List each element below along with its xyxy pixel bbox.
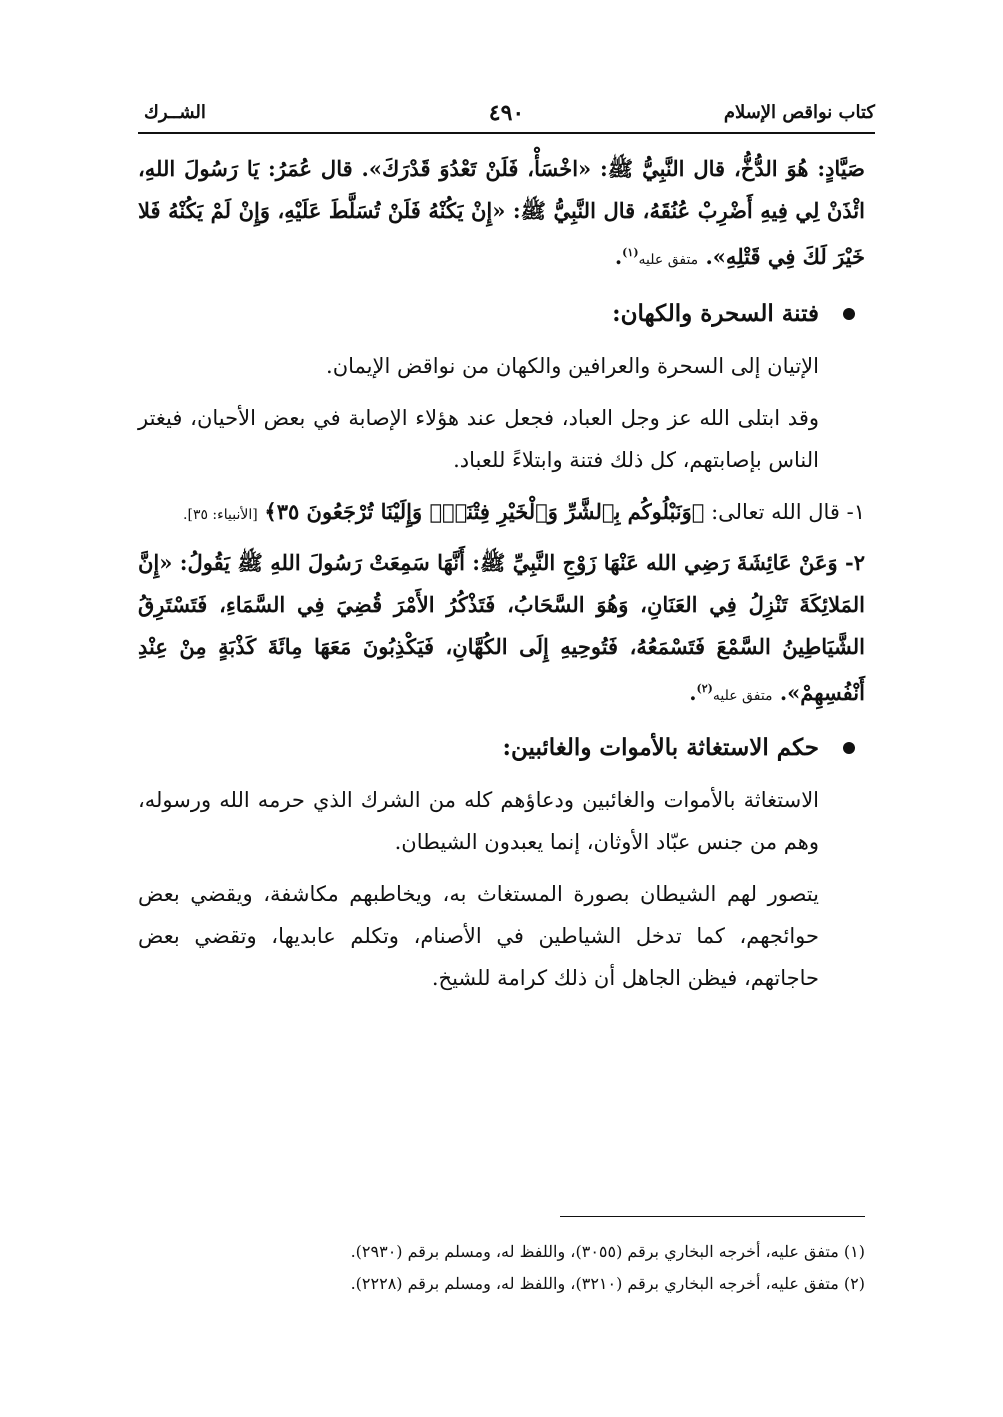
agreed-upon-note: متفق عليه bbox=[712, 688, 773, 704]
hadith-text: صَيَّادٍ: هُوَ الدُّخُّ، قال النَّبِيُّ ﷺ: «اخْسَأْ، فَلَنْ تَعْدُوَ قَدْرَكَ». قال عُمَرُ: يَا رَسُولَ اللهِ، ائْذَنْ لِي فِيهِ أَضْرِبْ عُنُقَهُ، قال النَّبِيُّ ﷺ: «إِنْ يَكُنْهُ فَلَنْ تُسَلَّطَ عَلَيْهِ، وَإِنْ لَمْ يَكُنْهُ فَلا خَيْرَ لَكَ فِي قَتْلِهِ». bbox=[138, 156, 865, 269]
running-header bbox=[138, 96, 875, 134]
hadith-paragraph bbox=[138, 148, 865, 281]
list-item-1 bbox=[138, 491, 865, 536]
section-body-istighatha bbox=[138, 779, 865, 999]
paragraph: وقد ابتلى الله عز وجل العباد، فجعل عند هؤلاء الإصابة في بعض الأحيان، فيغتر الناس بإصابتهم، كل ذلك فتنة وابتلاءً للعباد. bbox=[138, 406, 819, 472]
bullet-icon bbox=[843, 308, 855, 320]
quran-verse: ﴿وَنَبْلُوكُم بِٱلشَّرِّ وَٱلْخَيْرِ فِتْنَةًۖ وَإِلَيْنَا تُرْجَعُونَ ٣٥﴾ bbox=[264, 499, 705, 524]
section-heading-magic bbox=[138, 291, 865, 337]
section-heading-text: حكم الاستغاثة بالأموات والغائبين: bbox=[502, 734, 819, 761]
section-body-magic bbox=[138, 345, 865, 481]
section-heading-text: فتنة السحرة والكهان: bbox=[612, 300, 819, 327]
footnotes bbox=[138, 1236, 865, 1300]
item-number: ١- bbox=[846, 500, 865, 524]
period: . bbox=[614, 244, 623, 269]
quran-intro: قال الله تعالى: bbox=[711, 500, 840, 524]
verse-citation: [الأنبياء: ٣٥]. bbox=[183, 507, 258, 523]
list-item-2 bbox=[138, 542, 865, 717]
footnote-2: (٢) متفق عليه، أخرجه البخاري برقم (٣٢١٠)، واللفظ له، ومسلم برقم (٢٢٢٨). bbox=[350, 1274, 865, 1293]
agreed-upon-note: متفق عليه bbox=[638, 252, 699, 268]
paragraph: الاستغاثة بالأموات والغائبين ودعاؤهم كله من الشرك الذي حرمه الله ورسوله، وهم من جنس عبّاد الأوثان، إنما يعبدون الشيطان. bbox=[138, 788, 819, 854]
paragraph: يتصور لهم الشيطان بصورة المستغاث به، ويخاطبهم مكاشفة، ويقضي بعض حوائجهم، كما تدخل الشياطين في الأصنام، وتكلم عابديها، وتقضي بعض حاجاتهم، فيظن الجاهل أن ذلك كرامة للشيخ. bbox=[138, 882, 819, 990]
footnote-divider bbox=[560, 1216, 865, 1217]
book-title: كتاب نواقص الإسلام bbox=[723, 102, 875, 123]
hadith-text: وَعَنْ عَائِشَةَ رَضِي الله عَنْهَا زَوْجِ النَّبِيِّ ﷺ: أَنَّهَا سَمِعَتْ رَسُولَ اللهِ ﷺ يَقُولُ: «إِنَّ المَلائِكَةَ تَنْزِلُ فِي العَنَانِ، وَهُوَ السَّحَابُ، فَتَذْكُرُ الأَمْرَ قُضِيَ فِي السَّمَاءِ، فَتَسْتَرِقُ الشَّيَاطِينُ السَّمْعَ فَتَسْمَعُهُ، فَتُوحِيهِ إِلَى الكُهَّانِ، فَيَكْذِبُونَ مَعَهَا مِائَةَ كَذْبَةٍ مِنْ عِنْدِ أَنْفُسِهِمْ». bbox=[138, 550, 865, 705]
page-body bbox=[138, 148, 865, 1009]
bullet-icon bbox=[843, 742, 855, 754]
item-number: ٢- bbox=[845, 550, 866, 575]
footnote-1: (١) متفق عليه، أخرجه البخاري برقم (٣٠٥٥)، واللفظ له، ومسلم برقم (٢٩٣٠). bbox=[350, 1242, 865, 1261]
period: . bbox=[689, 680, 697, 705]
page-number: ٤٩٠ bbox=[488, 100, 525, 126]
paragraph: الإتيان إلى السحرة والعرافين والكهان من نواقض الإيمان. bbox=[326, 354, 819, 378]
section-title: الشــرك bbox=[144, 102, 206, 123]
footnote-ref-1: (١) bbox=[622, 246, 639, 259]
footnote-ref-2: (٢) bbox=[696, 682, 713, 695]
section-heading-istighatha bbox=[138, 725, 865, 771]
